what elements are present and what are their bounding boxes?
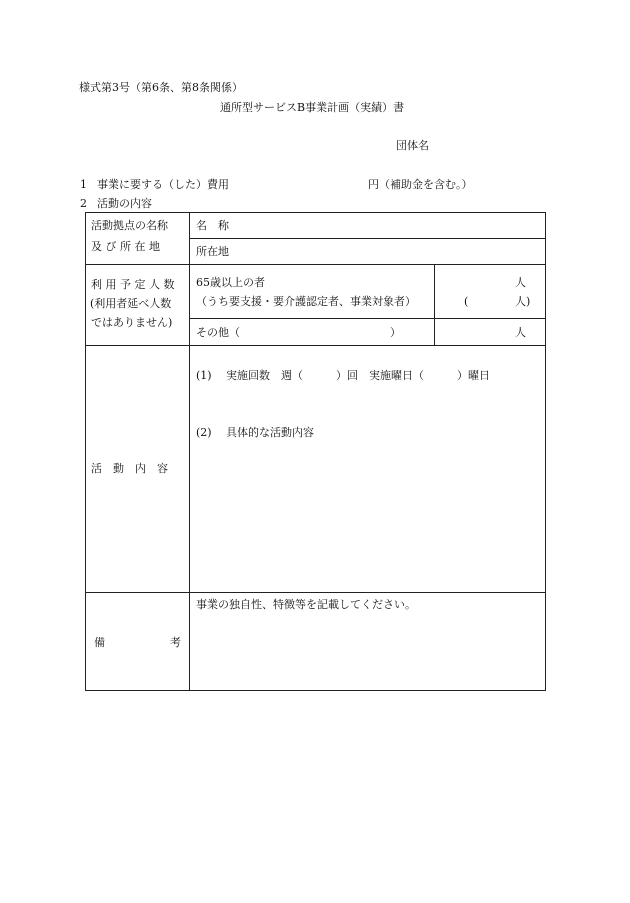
activity-item2-number: (2)	[196, 426, 212, 439]
activity-header: 活 動 内 容	[91, 462, 168, 475]
users-other-unit: 人	[515, 326, 526, 339]
remarks-header-left: 備	[94, 636, 105, 649]
base-address-label: 所在地	[196, 245, 229, 258]
users-row-inner-divider	[189, 318, 546, 319]
document-title: 通所型サービスB事業計画（実績）書	[220, 101, 405, 114]
table-border-top	[85, 212, 546, 213]
section2-number: 2	[80, 197, 87, 210]
base-header-line1: 活動拠点の名称	[91, 219, 168, 232]
section1-amount-unit: 円（補助金を含む。）	[368, 178, 473, 191]
users-other-label: その他（	[196, 326, 240, 339]
section1-number: 1	[80, 178, 87, 191]
users-over65-label: 65歳以上の者	[196, 276, 265, 289]
users-over65-sub: （うち要支援・要介護認定者、事業対象者）	[196, 295, 416, 308]
table-border-bottom	[85, 690, 546, 691]
base-header-line2: 及 び 所 在 地	[91, 240, 160, 253]
users-over65-sub-unit: 人)	[515, 295, 531, 308]
base-row-inner-divider	[189, 238, 546, 239]
table-column-divider	[189, 212, 190, 691]
users-count-divider	[434, 264, 435, 346]
base-name-label: 名 称	[196, 219, 229, 232]
table-border-left	[85, 212, 86, 691]
users-over65-unit: 人	[515, 276, 526, 289]
table-border-right	[545, 212, 546, 691]
form-number: 様式第3号（第6条、第8条関係）	[79, 81, 243, 94]
organization-name-label: 団体名	[396, 139, 429, 152]
row-divider-users	[85, 264, 546, 265]
users-header-line2: (利用者延べ人数	[90, 297, 172, 310]
users-header-line3: ではありません)	[91, 316, 173, 329]
row-divider-remarks	[85, 592, 546, 593]
remarks-note: 事業の独自性、特徴等を記載してください。	[196, 598, 416, 611]
remarks-header-right: 考	[170, 636, 181, 649]
activity-item1-text: 実施回数 週（ ）回 実施曜日（ ）曜日	[226, 369, 490, 382]
users-over65-sub-paren-open: (	[464, 295, 469, 308]
section2-label: 活動の内容	[97, 197, 152, 210]
row-divider-activity	[85, 345, 546, 346]
section1-label: 事業に要する（した）費用	[97, 178, 229, 191]
users-header-line1: 利 用 予 定 人 数	[91, 278, 175, 291]
users-other-close: ）	[390, 326, 401, 339]
activity-item2-text: 具体的な活動内容	[226, 426, 314, 439]
activity-item1-number: (1)	[196, 369, 212, 382]
